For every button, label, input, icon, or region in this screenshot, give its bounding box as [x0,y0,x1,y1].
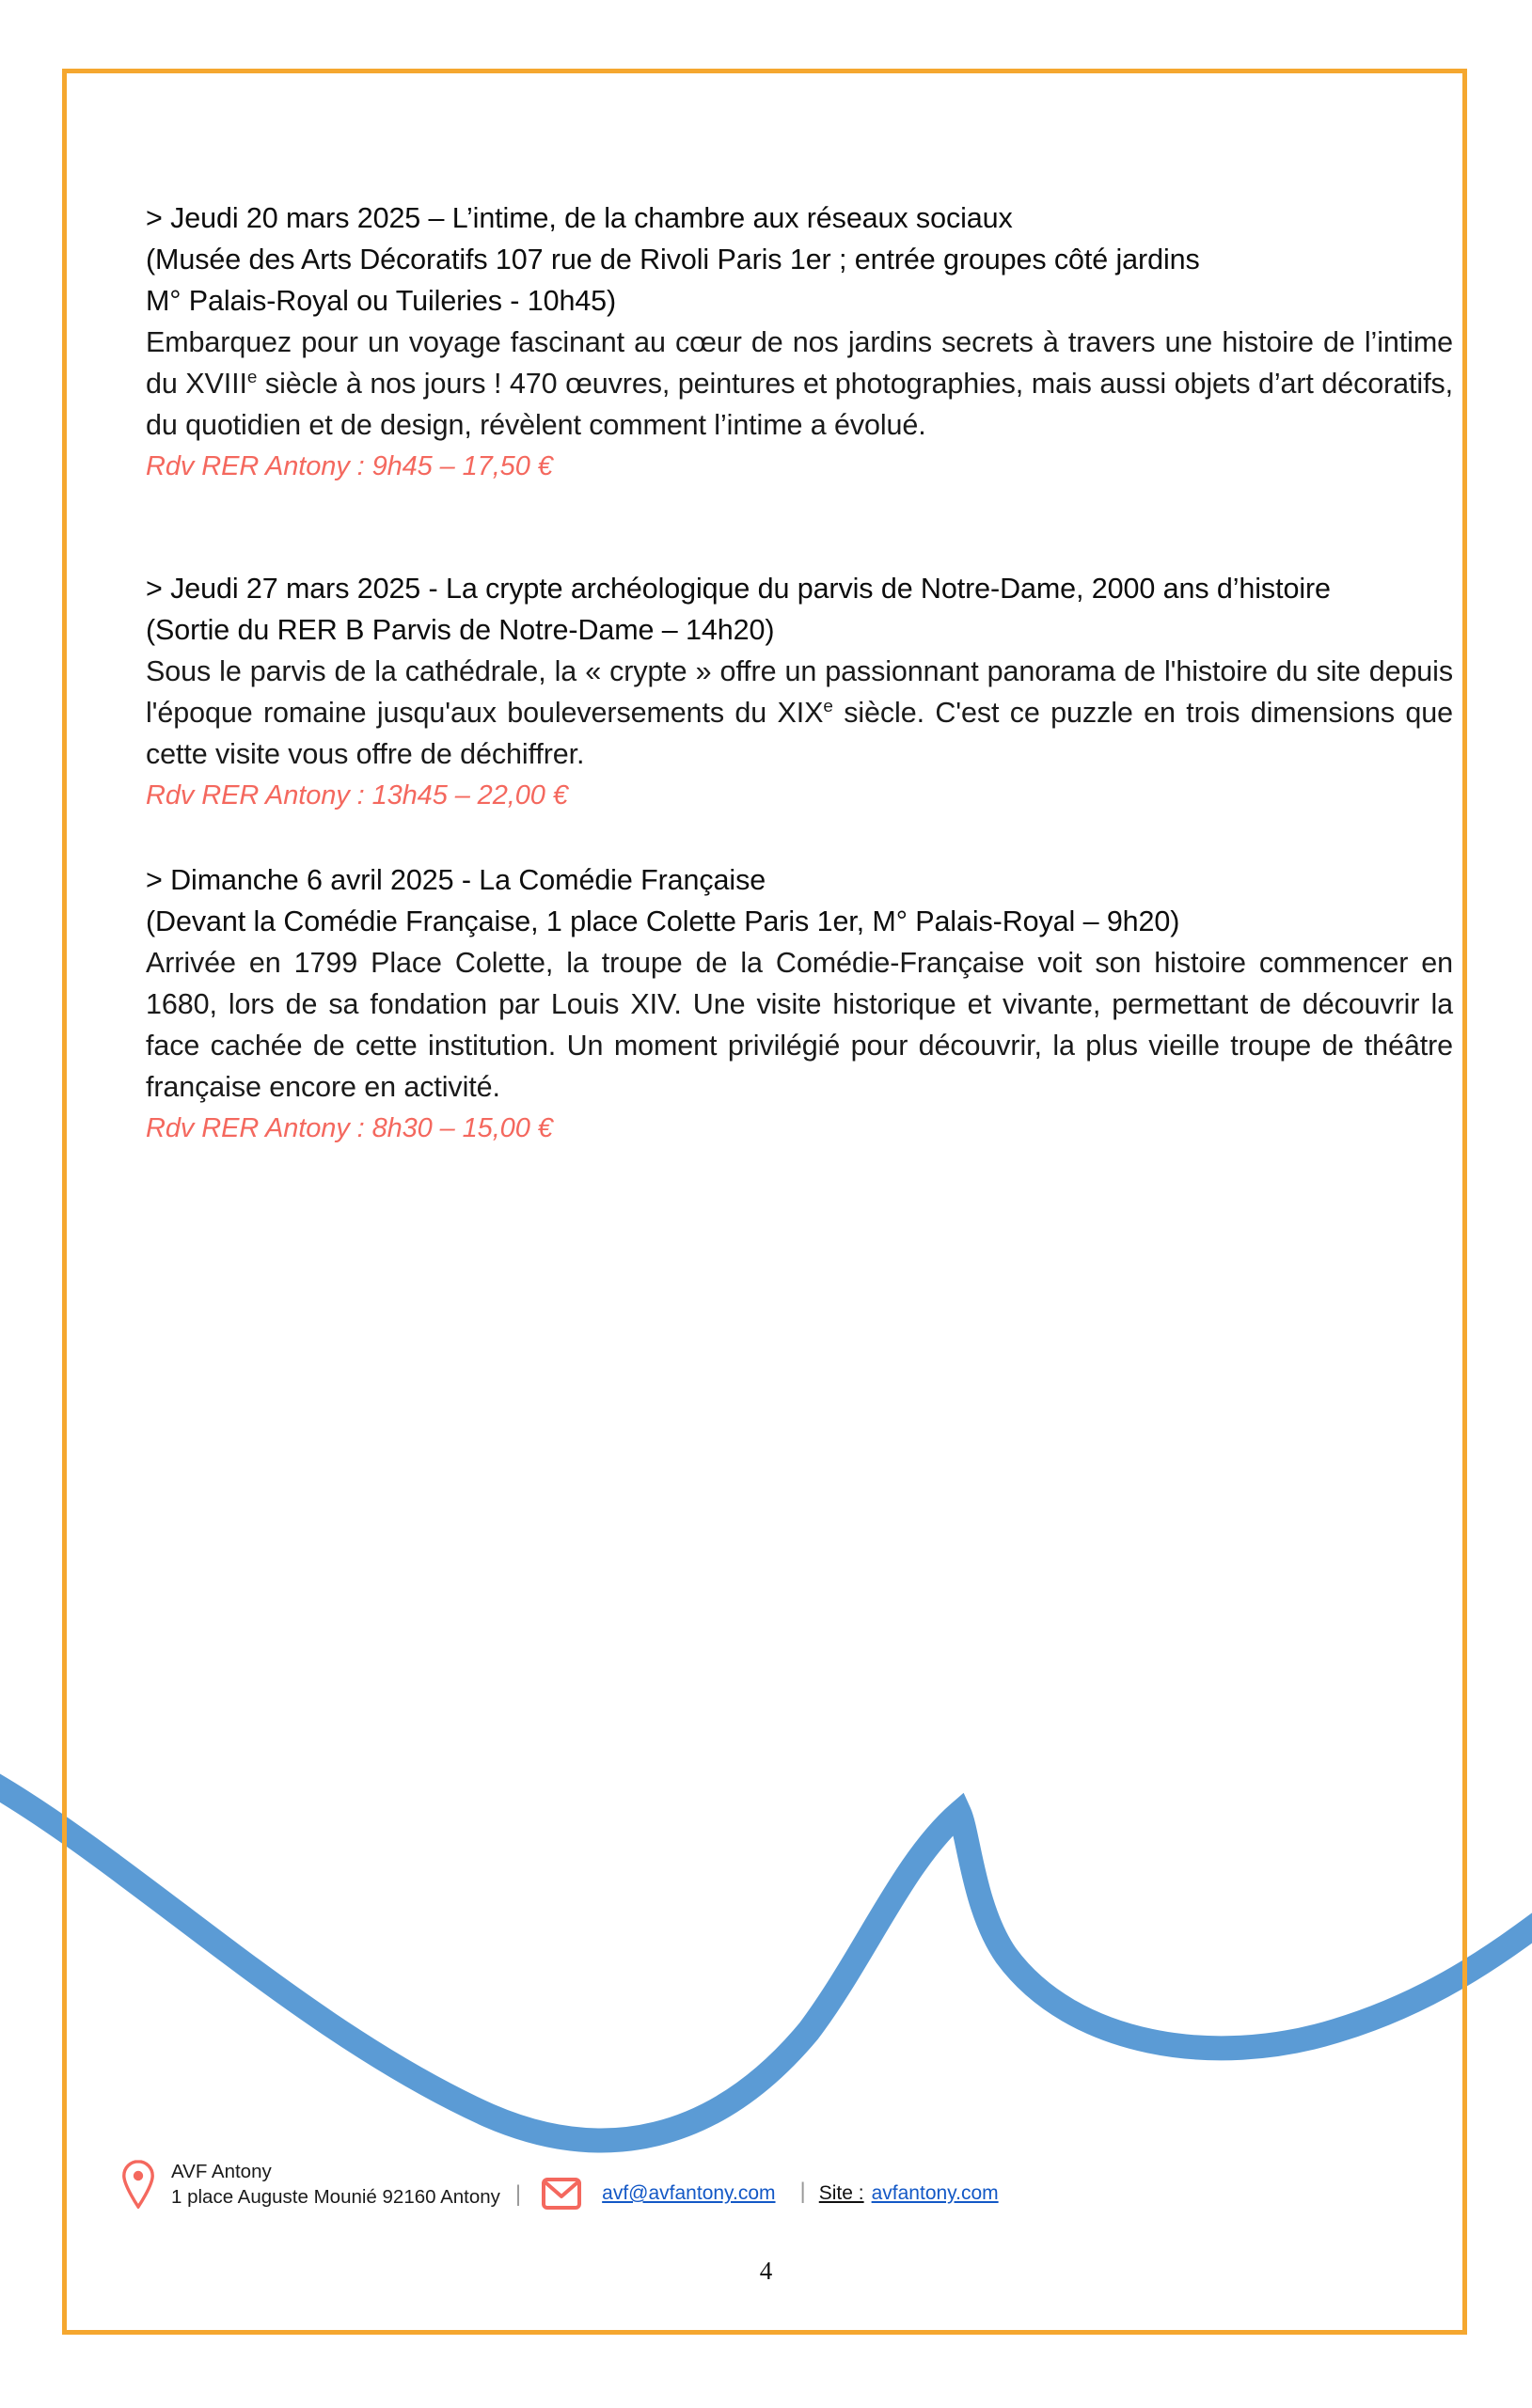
event-venue-line-1: (Devant la Comédie Française, 1 place Colette Paris 1er, M° Palais-Royal – 9h20) [146,905,1180,937]
events-content [146,197,1453,1149]
description-part-2: siècle à nos jours ! 470 œuvres, peintures et photographies, mais aussi objets d’art décoratifs, du quotidien et de design, révèlent comment l’intime a évolué. [146,368,1453,441]
description-part-1: Embarquez pour un voyage fascinant au cœur de nos jardins secrets à travers une histoire de l’intime du XVIII [146,326,1453,400]
event-description: Arrivée en 1799 Place Colette, la troupe de la Comédie-Française voit son histoire commencer en 1680, lors de sa fondation par Louis XIV. Une visite historique et vivante, permettant de découvrir la face cachée de cette institution. Un moment privilégié pour découvrir, la plus vieille troupe de théâtre française encore en activité. [146,947,1453,1103]
description-part-1: Sous le parvis de la cathédrale, la « crypte » offre un passionnant panorama de l'histoire du site depuis l'époque romaine jusqu'aux bouleversements du XIX [146,655,1453,729]
site-link[interactable]: avfantony.com [871,2182,999,2204]
section-spacer [146,487,1453,568]
page-number: 4 [759,2257,773,2285]
street-address: 1 place Auguste Mounié 92160 Antony [171,2186,500,2208]
page-footer [122,2159,1364,2210]
event-title: > Dimanche 6 avril 2025 - La Comédie Française [146,864,766,896]
event-rdv: Rdv RER Antony : 8h30 – 15,00 € [146,1113,553,1143]
event-description [146,322,1453,446]
event-venue-line-1: (Musée des Arts Décoratifs 107 rue de Rivoli Paris 1er ; entrée groupes côté jardins [146,244,1200,275]
map-pin-icon [122,2160,154,2209]
description-part-2: siècle. C'est ce puzzle en trois dimensions que cette visite vous offre de déchiffrer. [146,697,1453,770]
ordinal-superscript: e [823,696,833,716]
footer-separator-1: | [514,2181,522,2207]
event-comedie-francaise [146,859,1453,1149]
event-crypte [146,568,1453,816]
blue-wave-decoration [0,1721,1532,2153]
event-title: > Jeudi 20 mars 2025 – L’intime, de la chambre aux réseaux sociaux [146,202,1013,234]
site-label: Site : [818,2182,864,2204]
event-venue-line-2: M° Palais-Royal ou Tuileries - 10h45) [146,285,617,317]
section-spacer [146,816,1453,859]
event-venue-line-1: (Sortie du RER B Parvis de Notre-Dame – 14h20) [146,614,775,646]
event-intime [146,197,1453,487]
email-link[interactable]: avf@avfantony.com [602,2182,776,2204]
footer-separator-2: | [799,2179,806,2204]
event-description [146,651,1453,775]
event-rdv: Rdv RER Antony : 13h45 – 22,00 € [146,780,568,811]
organisation-address [171,2159,500,2210]
email-icon [542,2178,581,2210]
ordinal-superscript: e [246,367,258,387]
organisation-name: AVF Antony [171,2161,272,2182]
event-title: > Jeudi 27 mars 2025 - La crypte archéologique du parvis de Notre-Dame, 2000 ans d’histoire [146,573,1331,605]
event-rdv: Rdv RER Antony : 9h45 – 17,50 € [146,451,553,481]
